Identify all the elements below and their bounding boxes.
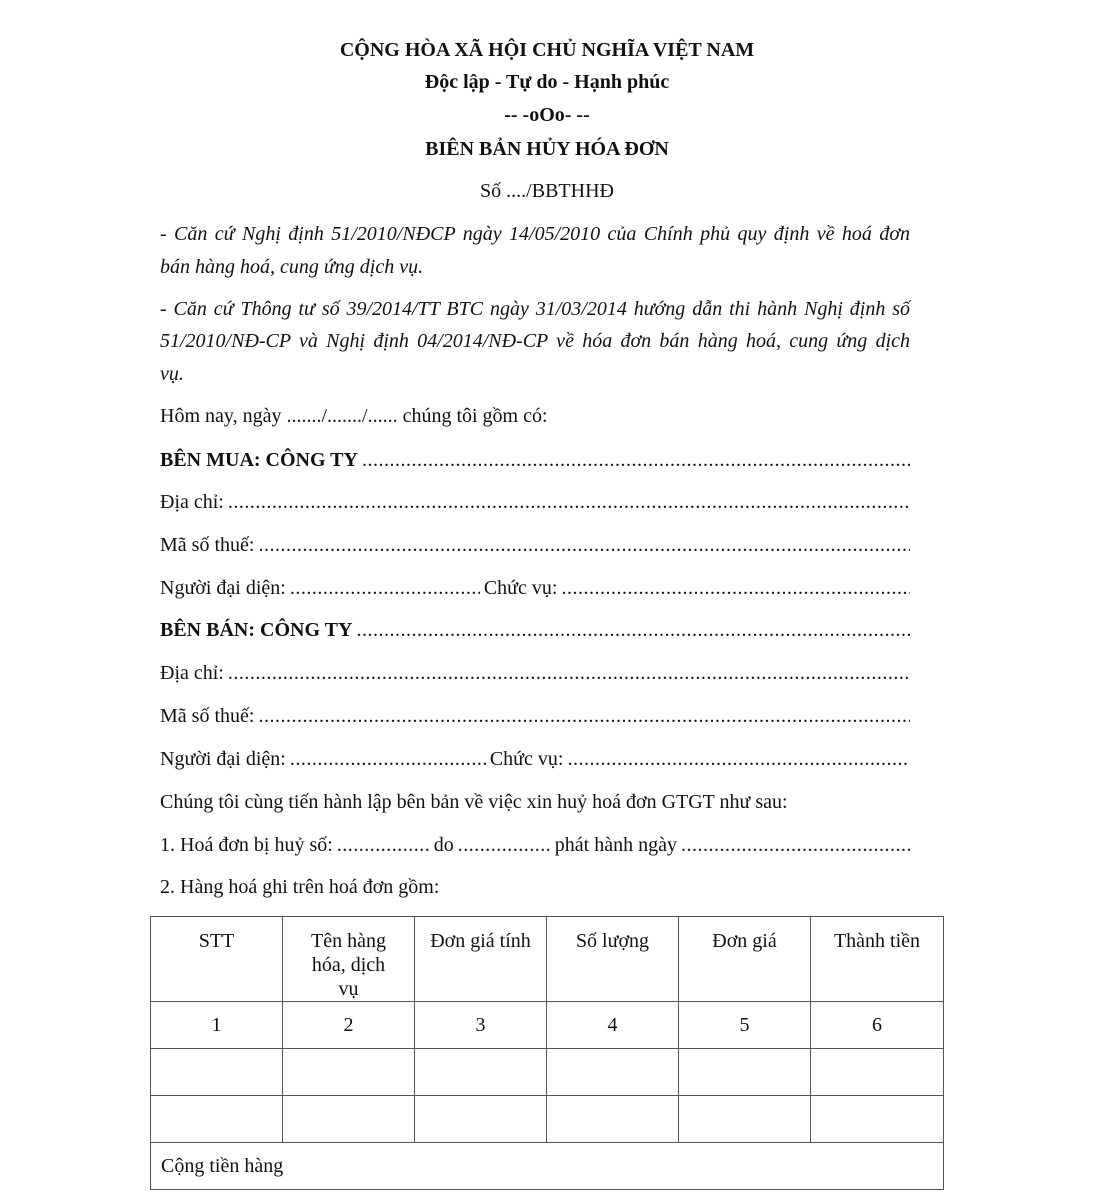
goods-table (150, 916, 944, 1190)
cancelled-invoice-field[interactable] (160, 833, 910, 857)
buyer-position-label: Chức vụ: (483, 577, 558, 599)
basis-item-2-line-2: 51/2010/NĐ-CP và Nghị định 04/2014/NĐ-CP về hóa đơn bán hàng hoá, cung ứng dịch (160, 330, 910, 352)
buyer-address-leader (228, 490, 910, 514)
table-cell[interactable] (151, 1049, 283, 1096)
seller-tax-field[interactable] (160, 704, 910, 728)
seller-position-label: Chức vụ: (489, 748, 564, 770)
table-cell[interactable] (151, 1096, 283, 1143)
intro-date-line: Hôm nay, ngày ......./......./...... chúng tôi gồm có: (160, 405, 548, 427)
table-cell[interactable] (547, 1096, 679, 1143)
seller-company-label: BÊN BÁN: CÔNG TY (160, 619, 353, 641)
buyer-address-label: Địa chỉ: (160, 491, 224, 513)
buyer-tax-leader (258, 533, 910, 557)
statement: Chúng tôi cùng tiến hành lập bên bản về việc xin huỷ hoá đơn GTGT như sau: (160, 791, 788, 813)
table-header-row (151, 917, 944, 1002)
cancel-issued-leader (681, 833, 910, 857)
col-number-6: 6 (811, 1002, 944, 1049)
motto: Độc lập - Tự do - Hạnh phúc (424, 71, 670, 93)
basis-item-2-line-3: vụ. (160, 363, 184, 385)
table-cell[interactable] (283, 1049, 415, 1096)
cancel-by-leader (458, 833, 551, 857)
seller-address-field[interactable] (160, 661, 910, 685)
national-title: CỘNG HÒA XÃ HỘI CHỦ NGHĨA VIỆT NAM (339, 39, 755, 61)
seller-rep-leader (290, 747, 486, 771)
seller-company-field[interactable] (160, 618, 910, 642)
table-total-row (151, 1143, 944, 1190)
buyer-representative-field[interactable] (160, 576, 910, 600)
header-amount: Thành tiền (811, 917, 944, 1002)
ornament: -- -oOo- -- (504, 104, 590, 126)
cancel-number-label: 1. Hoá đơn bị huỷ số: (160, 834, 333, 856)
seller-address-leader (228, 661, 910, 685)
table-cell[interactable] (679, 1096, 811, 1143)
buyer-company-label: BÊN MUA: CÔNG TY (160, 449, 358, 471)
buyer-rep-label: Người đại diện: (160, 577, 286, 599)
header-unit-price: Đơn giá (679, 917, 811, 1002)
goods-label: 2. Hàng hoá ghi trên hoá đơn gồm: (160, 876, 440, 898)
buyer-address-field[interactable] (160, 490, 910, 514)
header-stt: STT (151, 917, 283, 1002)
table-cell[interactable] (415, 1049, 547, 1096)
document-number: Số ..../BBTHHĐ (480, 180, 614, 202)
col-number-2: 2 (283, 1002, 415, 1049)
table-row (151, 1096, 944, 1143)
cancel-issued-label: phát hành ngày (554, 834, 677, 856)
table-cell[interactable] (283, 1096, 415, 1143)
col-number-5: 5 (679, 1002, 811, 1049)
table-row (151, 1049, 944, 1096)
header-quantity: Số lượng (547, 917, 679, 1002)
table-cell[interactable] (679, 1049, 811, 1096)
seller-position-leader (567, 747, 910, 771)
document-title: BIÊN BẢN HỦY HÓA ĐƠN (425, 138, 669, 160)
seller-rep-label: Người đại diện: (160, 748, 286, 770)
buyer-rep-leader (290, 576, 480, 600)
table-cell[interactable] (811, 1096, 944, 1143)
col-number-4: 4 (547, 1002, 679, 1049)
seller-tax-leader (258, 704, 910, 728)
table-number-row (151, 1002, 944, 1049)
total-label: Cộng tiền hàng (151, 1143, 944, 1190)
basis-item-2-line-1: - Căn cứ Thông tư số 39/2014/TT BTC ngày 31/03/2014 hướng dẫn thi hành Nghị định số (160, 298, 910, 320)
table-cell[interactable] (811, 1049, 944, 1096)
col-number-1: 1 (151, 1002, 283, 1049)
seller-company-leader (356, 618, 910, 642)
cancel-number-leader (337, 833, 430, 857)
basis-item-1-line-2: bán hàng hoá, cung ứng dịch vụ. (160, 256, 424, 278)
header-unit-price-basis: Đơn giá tính (415, 917, 547, 1002)
seller-tax-label: Mã số thuế: (160, 705, 255, 727)
cancel-by-label: do (433, 834, 454, 856)
header-item-name: Tên hàng hóa, dịch vụ (283, 917, 415, 1002)
buyer-tax-label: Mã số thuế: (160, 534, 255, 556)
basis-item-1-line-1: - Căn cứ Nghị định 51/2010/NĐCP ngày 14/05/2010 của Chính phủ quy định về hoá đơn (160, 223, 910, 245)
buyer-tax-field[interactable] (160, 533, 910, 557)
col-number-3: 3 (415, 1002, 547, 1049)
buyer-company-leader (362, 448, 910, 472)
table-cell[interactable] (547, 1049, 679, 1096)
table-cell[interactable] (415, 1096, 547, 1143)
seller-address-label: Địa chỉ: (160, 662, 224, 684)
seller-representative-field[interactable] (160, 747, 910, 771)
buyer-position-leader (561, 576, 910, 600)
buyer-company-field[interactable] (160, 448, 910, 472)
